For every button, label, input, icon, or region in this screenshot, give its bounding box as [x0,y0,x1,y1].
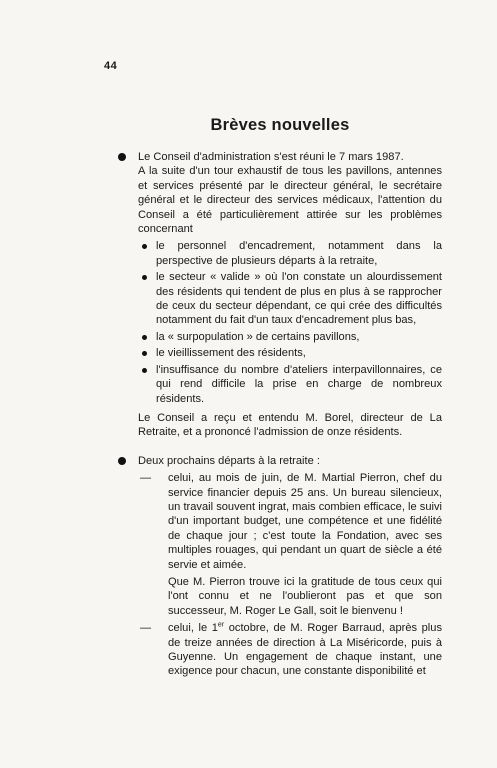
retirement-pierron: — celui, au mois de juin, de M. Martial Pierron, chef du service financier depuis 25 ans. Un bureau silencieux, un travail souvent ingrat, mais combien efficace, le suivi d'un important budget, une compétence et une fidélité de chaque jour ; c'est toute la Fondation, avec ses multiples rouages, qui pendant un quart de siècle a été servie et aimée. [140,472,442,571]
list-item: le vieillissement des résidents, [120,346,442,360]
list-item: le secteur « valide » où l'on constate un alourdissement des résidents qui tendent de plus en plus à se rapprocher de ceux du secteur dépendant, ce qui crée des difficultés notamment du fait d'un taux d'encadrement plus bas, [120,270,442,328]
bullet-icon [118,457,126,465]
bullet-icon [142,244,147,249]
dash-marker: — [140,472,152,485]
item2-intro-text: Deux prochains départs à la retraite : [138,454,320,467]
bullet-icon [142,368,147,373]
bullet-icon [142,275,147,280]
list-item: le personnel d'encadrement, notamment dans la perspective de plusieurs départs à la retraite, [120,239,442,268]
page-title: Brèves nouvelles [210,116,350,134]
retirement-barraud: — celui, le 1er octobre, de M. Roger Barraud, après plus de treize années de direction à La Miséricorde, puis à Guyenne. Un engagement de chaque instant, une exigence pour chacun, une constante disponibilité et [140,621,442,678]
article-body [120,150,442,679]
item1-intro-text: Le Conseil d'administration s'est réuni le 7 mars 1987. [138,151,404,163]
item1-closing: Le Conseil a reçu et entendu M. Borel, directeur de La Retraite, et a prononcé l'admission de onze résidents. [138,411,442,439]
page-number: 44 [104,60,118,72]
list-item: la « surpopulation » de certains pavillons, [120,330,442,344]
item1-paragraph: A la suite d'un tour exhaustif de tous les pavillons, antennes et services présenté par le directeur général, le secrétaire général et le directeur des services médicaux, l'attention du Conseil a été particulièrement attirée sur les problèmes concernant [138,165,442,236]
list-item: l'insuffisance du nombre d'ateliers interpavillonnaires, ce qui rend difficile la prise en charge de nombreux résidents. [120,363,442,406]
bullet-icon [142,351,147,356]
dash-marker: — [140,622,152,635]
item2-intro [120,454,442,468]
bullet-icon [118,153,126,161]
item1-intro [120,150,442,164]
concern-list [120,239,442,405]
bullet-icon [142,335,147,340]
retirement-pierron-thanks: Que M. Pierron trouve ici la gratitude de tous ceux qui l'ont connu et ne l'oublieront pas et que son successeur, M. Roger Le Gall, soit le bienvenu ! [168,575,442,617]
